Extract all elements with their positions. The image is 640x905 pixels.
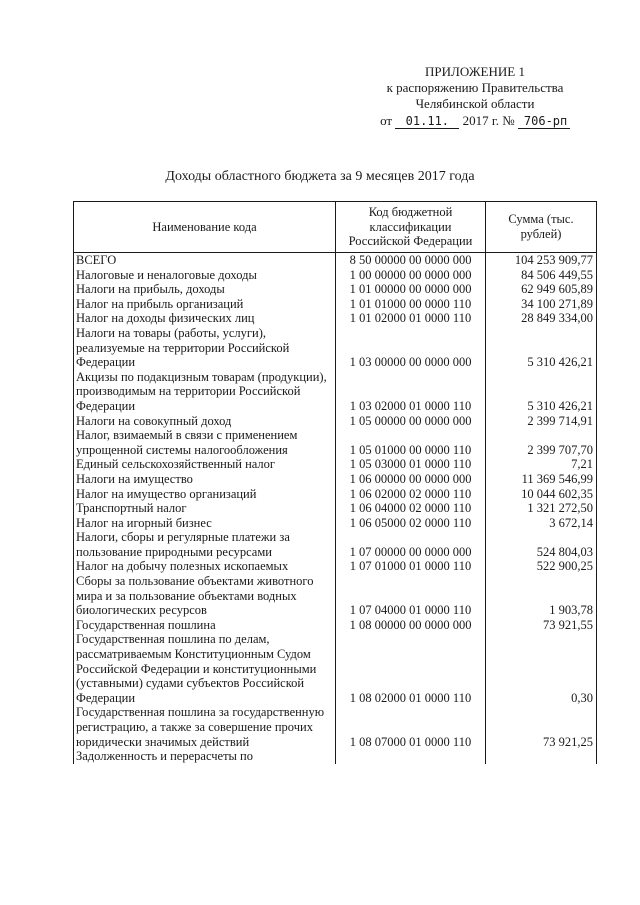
header-name: Наименование кода: [74, 202, 336, 253]
table-row: [74, 326, 597, 370]
table-header-row: [74, 202, 597, 253]
header-amount: Сумма (тыс. рублей): [486, 202, 597, 253]
row-code-cell: 1 05 00000 00 0000 000: [336, 414, 486, 429]
row-code-cell: 1 05 03000 01 0000 110: [336, 457, 486, 472]
revenue-table: [73, 201, 597, 764]
handwritten-date: 01.11.: [395, 115, 459, 129]
table-row: [74, 530, 597, 559]
row-name-cell: Налог, взимаемый в связи с применением упрощенной системы налогообложения: [74, 428, 336, 457]
row-name-cell: Налоговые и неналоговые доходы: [74, 268, 336, 283]
table-row: [74, 632, 597, 705]
appendix-block: [360, 64, 590, 129]
table-row: [74, 559, 597, 574]
row-code-cell: 1 07 04000 01 0000 110: [336, 574, 486, 618]
table-row: [74, 516, 597, 531]
header-code: Код бюджетной классификации Российской Федерации: [336, 202, 486, 253]
row-amount-cell: [486, 749, 597, 764]
table-row: [74, 501, 597, 516]
row-code-cell: 1 06 04000 02 0000 110: [336, 501, 486, 516]
row-name-cell: ВСЕГО: [74, 253, 336, 268]
table-row: [74, 370, 597, 414]
row-name-cell: Единый сельскохозяйственный налог: [74, 457, 336, 472]
row-code-cell: 1 06 05000 02 0000 110: [336, 516, 486, 531]
row-name-cell: Налоги на прибыль, доходы: [74, 282, 336, 297]
row-amount-cell: 0,30: [486, 632, 597, 705]
row-code-cell: 1 01 00000 00 0000 000: [336, 282, 486, 297]
document-title: Доходы областного бюджета за 9 месяцев 2017 года: [165, 169, 475, 184]
table-row: [74, 618, 597, 633]
row-amount-cell: 1 321 272,50: [486, 501, 597, 516]
year-number-label: 2017 г. №: [462, 113, 515, 128]
row-amount-cell: 3 672,14: [486, 516, 597, 531]
row-name-cell: Налоги на имущество: [74, 472, 336, 487]
table-row: [74, 749, 597, 764]
row-amount-cell: 73 921,55: [486, 618, 597, 633]
row-code-cell: 1 07 01000 01 0000 110: [336, 559, 486, 574]
table-row: [74, 414, 597, 429]
table-row: [74, 457, 597, 472]
row-code-cell: 1 07 00000 00 0000 000: [336, 530, 486, 559]
table-row: [74, 253, 597, 268]
row-amount-cell: 11 369 546,99: [486, 472, 597, 487]
appendix-line-region: Челябинской области: [415, 96, 535, 111]
row-code-cell: [336, 749, 486, 764]
row-code-cell: 1 08 02000 01 0000 110: [336, 632, 486, 705]
row-name-cell: Государственная пошлина: [74, 618, 336, 633]
row-code-cell: 1 01 02000 01 0000 110: [336, 311, 486, 326]
row-amount-cell: 73 921,25: [486, 705, 597, 749]
table-row: [74, 574, 597, 618]
row-name-cell: Налоги на товары (работы, услуги), реализуемые на территории Российской Федерации: [74, 326, 336, 370]
row-amount-cell: 5 310 426,21: [486, 326, 597, 370]
appendix-title: ПРИЛОЖЕНИЕ 1: [425, 64, 525, 79]
row-code-cell: 1 01 01000 00 0000 110: [336, 297, 486, 312]
row-name-cell: Государственная пошлина по делам, рассматриваемым Конституционным Судом Российской Федерации и конституционными (уставными) судами субъектов Российской Федерации: [74, 632, 336, 705]
row-amount-cell: 1 903,78: [486, 574, 597, 618]
table-row: [74, 487, 597, 502]
row-code-cell: 8 50 00000 00 0000 000: [336, 253, 486, 268]
row-code-cell: 1 05 01000 00 0000 110: [336, 428, 486, 457]
row-code-cell: 1 03 00000 00 0000 000: [336, 326, 486, 370]
row-name-cell: Государственная пошлина за государственную регистрацию, а также за совершение прочих юридически значимых действий: [74, 705, 336, 749]
row-amount-cell: 10 044 602,35: [486, 487, 597, 502]
row-code-cell: 1 06 00000 00 0000 000: [336, 472, 486, 487]
table-row: [74, 282, 597, 297]
row-amount-cell: 522 900,25: [486, 559, 597, 574]
row-amount-cell: 28 849 334,00: [486, 311, 597, 326]
row-name-cell: Транспортный налог: [74, 501, 336, 516]
row-amount-cell: 34 100 271,89: [486, 297, 597, 312]
appendix-line-decree: к распоряжению Правительства: [386, 80, 564, 95]
row-name-cell: Налоги на совокупный доход: [74, 414, 336, 429]
row-code-cell: 1 06 02000 02 0000 110: [336, 487, 486, 502]
table-row: [74, 297, 597, 312]
row-name-cell: Налог на имущество организаций: [74, 487, 336, 502]
row-amount-cell: 7,21: [486, 457, 597, 472]
row-name-cell: Задолженность и перерасчеты по: [74, 749, 336, 764]
row-amount-cell: 84 506 449,55: [486, 268, 597, 283]
row-code-cell: 1 03 02000 01 0000 110: [336, 370, 486, 414]
row-amount-cell: 62 949 605,89: [486, 282, 597, 297]
row-amount-cell: 524 804,03: [486, 530, 597, 559]
handwritten-decree-number: 706-рп: [518, 115, 570, 129]
table-row: [74, 705, 597, 749]
table-row: [74, 311, 597, 326]
row-name-cell: Акцизы по подакцизным товарам (продукции), производимым на территории Российской Федерации: [74, 370, 336, 414]
appendix-date-line: [360, 113, 590, 129]
row-name-cell: Сборы за пользование объектами животного мира и за пользование объектами водных биологических ресурсов: [74, 574, 336, 618]
table-row: [74, 268, 597, 283]
row-name-cell: Налоги, сборы и регулярные платежи за пользование природными ресурсами: [74, 530, 336, 559]
row-code-cell: 1 08 00000 00 0000 000: [336, 618, 486, 633]
row-amount-cell: 5 310 426,21: [486, 370, 597, 414]
table-row: [74, 472, 597, 487]
row-amount-cell: 2 399 714,91: [486, 414, 597, 429]
table-row: [74, 428, 597, 457]
row-code-cell: 1 00 00000 00 0000 000: [336, 268, 486, 283]
row-name-cell: Налог на прибыль организаций: [74, 297, 336, 312]
row-name-cell: Налог на добычу полезных ископаемых: [74, 559, 336, 574]
row-name-cell: Налог на игорный бизнес: [74, 516, 336, 531]
row-amount-cell: 2 399 707,70: [486, 428, 597, 457]
row-code-cell: 1 08 07000 01 0000 110: [336, 705, 486, 749]
from-label: от: [380, 113, 393, 128]
row-amount-cell: 104 253 909,77: [486, 253, 597, 268]
row-name-cell: Налог на доходы физических лиц: [74, 311, 336, 326]
